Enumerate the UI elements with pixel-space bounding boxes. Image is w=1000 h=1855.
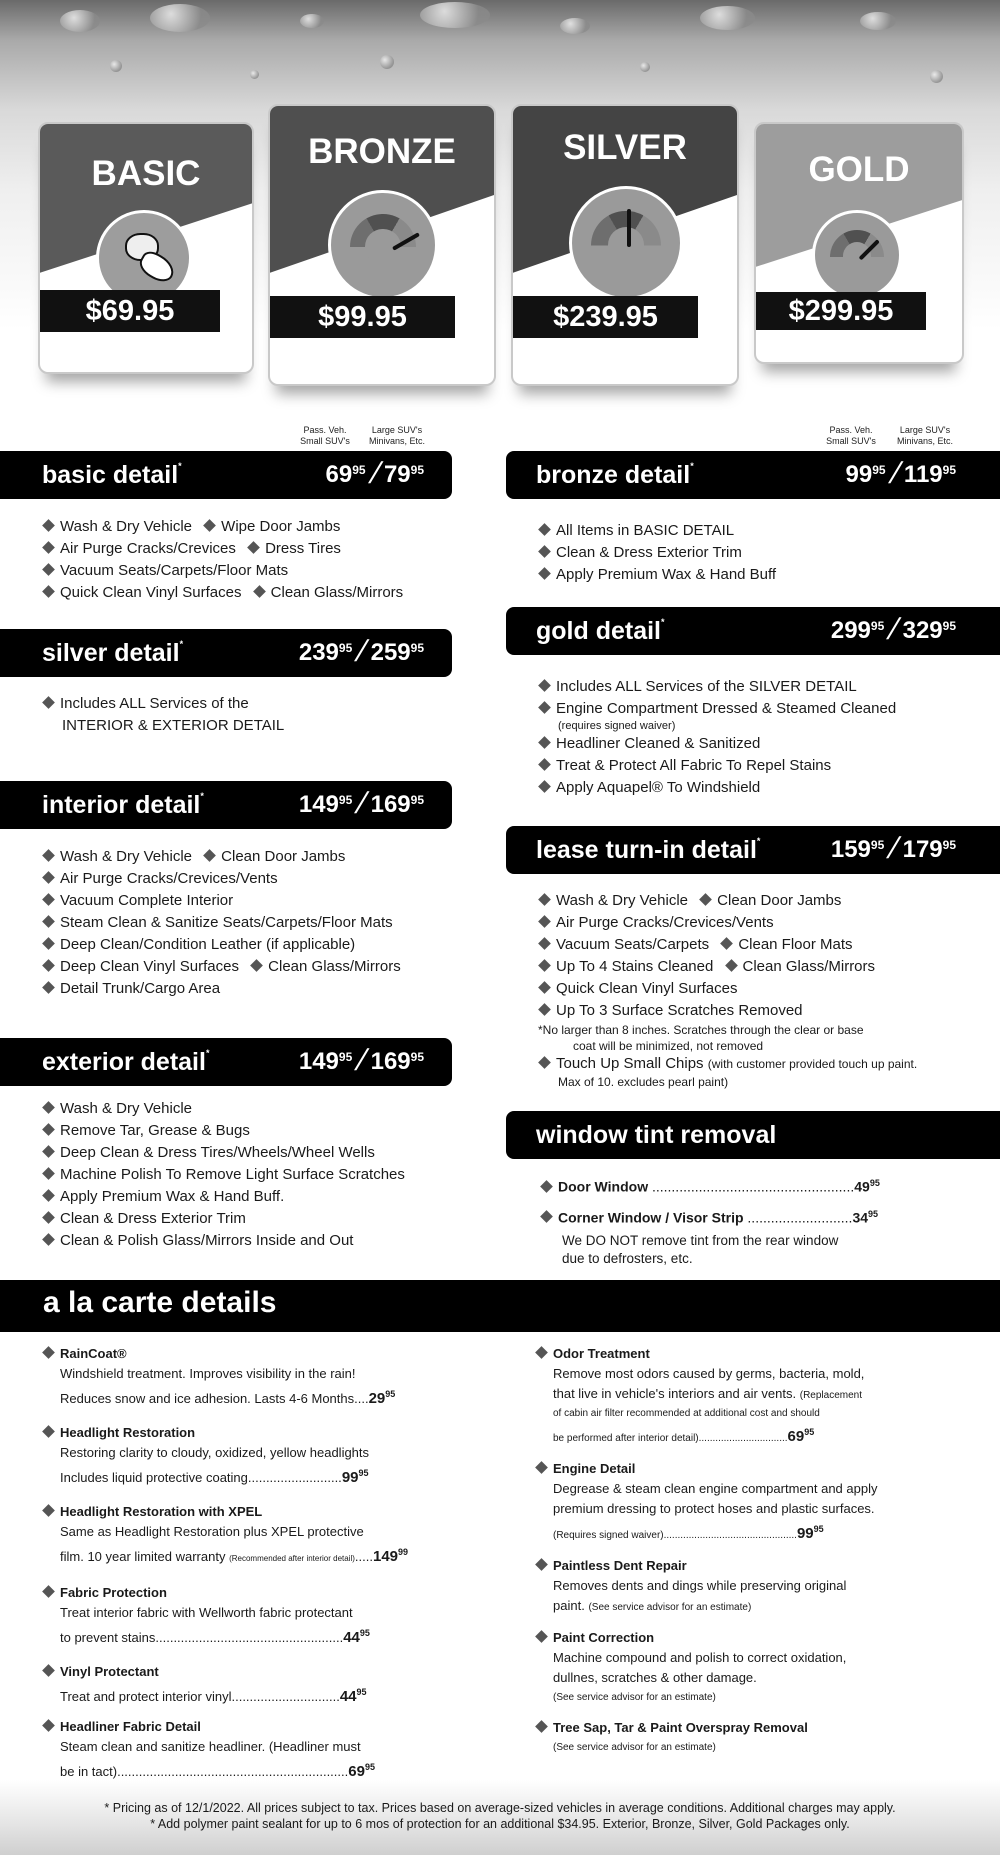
list-item: Engine Compartment Dressed & Steamed Cleaned (requires signed waiver) [538, 698, 896, 733]
diamond-icon [535, 1346, 548, 1359]
list-item: Vacuum Complete Interior [42, 890, 401, 912]
interior-detail-list [42, 846, 401, 1000]
package-card-basic [38, 122, 254, 374]
tint-note: due to defrosters, etc. [562, 1251, 693, 1267]
diamond-icon [538, 523, 551, 536]
package-price: $239.95 [513, 296, 698, 338]
bronze-detail-list [538, 520, 776, 586]
gold-detail-bar: gold detail* 299 $^{95}$ / 329 $^{95}$ [506, 607, 1000, 655]
col-header-pass: Pass. Veh. Small SUV's [826, 425, 876, 446]
diamond-icon [42, 519, 55, 532]
list-item: INTERIOR & EXTERIOR DETAIL [62, 717, 285, 734]
diamond-icon [538, 780, 551, 793]
diamond-icon [253, 585, 266, 598]
list-item: Apply Premium Wax & Hand Buff. [42, 1186, 405, 1208]
list-item: Remove Tar, Grease & Bugs [42, 1120, 405, 1142]
detail-price: 299 $^{95}$ / 329 $^{95}$ [830, 613, 956, 646]
list-item: Wash & Dry Vehicle Clean Door Jambs [538, 890, 917, 912]
package-title: BRONZE [308, 132, 456, 171]
diamond-icon [42, 1585, 55, 1598]
package-card-gold [754, 122, 964, 364]
diamond-icon [42, 1101, 55, 1114]
list-item: Includes ALL Services of the SILVER DETAIL [538, 676, 896, 698]
diamond-icon [250, 959, 263, 972]
list-item: Headliner Cleaned & Sanitized [538, 733, 896, 755]
list-item: Wash & Dry Vehicle [42, 1098, 405, 1120]
alacarte-item: Paint Correction Machine compound and polish to correct oxidation, dullnes, scratches & other damage. (See service advisor for an estimate) [535, 1628, 955, 1708]
list-item: Apply Premium Wax & Hand Buff [538, 564, 776, 586]
diamond-icon [699, 893, 712, 906]
lease-detail-list [538, 890, 917, 1090]
gold-detail-list [538, 676, 896, 799]
package-title: BASIC [91, 154, 201, 193]
list-item: Clean & Polish Glass/Mirrors Inside and Out [42, 1230, 405, 1252]
diamond-icon [538, 736, 551, 749]
diamond-icon [720, 937, 733, 950]
list-item: All Items in BASIC DETAIL [538, 520, 776, 542]
list-item: Deep Clean & Dress Tires/Wheels/Wheel Wells [42, 1142, 405, 1164]
list-item: Quick Clean Vinyl Surfaces [538, 978, 917, 1000]
diamond-icon [538, 1003, 551, 1016]
diamond-icon [42, 1211, 55, 1224]
diamond-icon [535, 1630, 548, 1643]
col-header-large: Large SUV's Minivans, Etc. [896, 425, 954, 446]
package-price: $69.95 [40, 290, 220, 332]
diamond-icon [535, 1461, 548, 1474]
diamond-icon [538, 679, 551, 692]
exterior-detail-list [42, 1098, 405, 1252]
package-card-bronze [268, 104, 496, 386]
basic-detail-bar: basic detail* 69 $^{95}$ / 79 $^{95}$ [0, 451, 452, 499]
diamond-icon [538, 567, 551, 580]
interior-detail-bar: interior detail* 149 $^{95}$ / 169 $^{95}$ [0, 781, 452, 829]
diamond-icon [42, 1425, 55, 1438]
tint-list [540, 1174, 940, 1268]
diamond-icon [538, 758, 551, 771]
col-header-pass: Pass. Veh. Small SUV's [300, 425, 350, 446]
diamond-icon [42, 696, 55, 709]
diamond-icon [42, 1719, 55, 1732]
diamond-icon [42, 915, 55, 928]
footer-disclaimer [0, 1780, 1000, 1855]
detail-price: 149 $^{95}$ / 169 $^{95}$ [298, 787, 424, 820]
diamond-icon [535, 1558, 548, 1571]
diamond-icon [538, 959, 551, 972]
list-item: Wash & Dry Vehicle Clean Door Jambs [42, 846, 401, 868]
diamond-icon [203, 849, 216, 862]
alacarte-item: Paintless Dent Repair Removes dents and dings while preserving original paint. (See service advisor for an estimate) [535, 1556, 955, 1618]
diamond-icon [42, 585, 55, 598]
list-item: Touch Up Small Chips (with customer provided touch up paint. Max of 10. excludes pearl paint) [538, 1054, 917, 1090]
diamond-icon [42, 937, 55, 950]
list-item: Door Window ....................................................49$^{95}$ [540, 1174, 940, 1196]
detail-price: 149 $^{95}$ / 169 $^{95}$ [298, 1044, 424, 1077]
detail-name: interior detail [42, 790, 201, 819]
package-title: SILVER [563, 128, 687, 167]
list-item: Vacuum Seats/Carpets/Floor Mats [42, 560, 403, 582]
list-item: Air Purge Cracks/Crevices Dress Tires [42, 538, 403, 560]
list-item: Clean & Dress Exterior Trim [42, 1208, 405, 1230]
list-item: Detail Trunk/Cargo Area [42, 978, 401, 1000]
detail-name: lease turn-in detail [536, 835, 757, 864]
lease-detail-bar: lease turn-in detail* 159 $^{95}$ / 179 $^{95}$ [506, 826, 1000, 874]
speedometer-icon [328, 190, 438, 300]
silver-detail-list [42, 693, 284, 737]
alacarte-item: Odor Treatment Remove most odors caused by germs, bacteria, mold, that live in vehicle's interiors and air vents. (Replacement of cabin air filter recommended at additional cost and should be performed after interior detail)................................69$^{95}$ [535, 1344, 955, 1449]
diamond-icon [725, 959, 738, 972]
package-price: $299.95 [756, 292, 926, 330]
list-item: Corner Window / Visor Strip ...........................34$^{95}$ [540, 1205, 940, 1227]
list-item: Machine Polish To Remove Light Surface Scratches [42, 1164, 405, 1186]
list-item: Apply Aquapel® To Windshield [538, 777, 896, 799]
diamond-icon [540, 1180, 553, 1193]
alacarte-right [535, 1344, 955, 1758]
diamond-icon [42, 1504, 55, 1517]
list-item: Steam Clean & Sanitize Seats/Carpets/Floor Mats [42, 912, 401, 934]
basic-detail-list [42, 516, 403, 604]
list-item: Air Purge Cracks/Crevices/Vents [538, 912, 917, 934]
diamond-icon [42, 1346, 55, 1359]
speedometer-icon [569, 186, 683, 300]
list-item: Wash & Dry Vehicle Wipe Door Jambs [42, 516, 403, 538]
diamond-icon [42, 563, 55, 576]
footer-line: * Pricing as of 12/1/2022. All prices subject to tax. Prices based on average-sized vehicles in average conditions. Additional charges may apply. [104, 1801, 896, 1815]
diamond-icon [538, 981, 551, 994]
alacarte-item: Engine Detail Degrease & steam clean engine compartment and apply premium dressing to protect hoses and plastic surfaces. (Requires signed waiver)................................................99$^{95}$ [535, 1459, 955, 1546]
diamond-icon [42, 1167, 55, 1180]
diamond-icon [247, 541, 260, 554]
diamond-icon [42, 871, 55, 884]
diamond-icon [42, 1664, 55, 1677]
exterior-detail-bar: exterior detail* 149 $^{95}$ / 169 $^{95}$ [0, 1038, 452, 1086]
tint-title: window tint removal [536, 1120, 777, 1149]
footer-line: * Add polymer paint sealant for up to 6 mos of protection for an additional $34.95. Exterior, Bronze, Silver, Gold Packages only. [150, 1817, 850, 1831]
list-item: Includes ALL Services of the [42, 693, 284, 715]
list-item: Deep Clean Vinyl Surfaces Clean Glass/Mirrors [42, 956, 401, 978]
detail-price: 99 $^{95}$ / 119 $^{95}$ [845, 457, 956, 490]
window-tint-bar [506, 1111, 1000, 1159]
diamond-icon [42, 959, 55, 972]
alacarte-item: Headliner Fabric Detail Steam clean and sanitize headliner. (Headliner must be in tact)................................................................69$^{95}$ [42, 1717, 432, 1782]
detail-name: silver detail [42, 638, 180, 667]
diamond-icon [42, 981, 55, 994]
alacarte-item: Fabric Protection Treat interior fabric with Wellworth fabric protectant to prevent stains....................................................44$^{95}$ [42, 1583, 432, 1648]
diamond-icon [538, 545, 551, 558]
col-header-large: Large SUV's Minivans, Etc. [368, 425, 426, 446]
diamond-icon [540, 1210, 553, 1223]
detail-price: 69 $^{95}$ / 79 $^{95}$ [325, 457, 424, 490]
diamond-icon [42, 541, 55, 554]
detail-name: gold detail [536, 616, 661, 645]
detail-price: 159 $^{95}$ / 179 $^{95}$ [830, 832, 956, 865]
diamond-icon [535, 1720, 548, 1733]
alacarte-title: a la carte details [0, 1280, 1000, 1332]
silver-detail-bar: silver detail* 239 $^{95}$ / 259 $^{95}$ [0, 629, 452, 677]
diamond-icon [42, 1233, 55, 1246]
diamond-icon [538, 1056, 551, 1069]
diamond-icon [42, 849, 55, 862]
package-card-silver [511, 104, 739, 386]
diamond-icon [42, 893, 55, 906]
detail-price: 239 $^{95}$ / 259 $^{95}$ [298, 635, 424, 668]
detail-name: basic detail [42, 460, 179, 489]
list-item: Treat & Protect All Fabric To Repel Stains [538, 755, 896, 777]
list-item: Up To 4 Stains Cleaned Clean Glass/Mirrors [538, 956, 917, 978]
detail-name: bronze detail [536, 460, 691, 489]
diamond-icon [538, 701, 551, 714]
tint-note: We DO NOT remove tint from the rear window [562, 1233, 839, 1249]
diamond-icon [538, 893, 551, 906]
list-item: Up To 3 Surface Scratches Removed *No larger than 8 inches. Scratches through the clear or base coat will be minimized, not removed [538, 1002, 864, 1053]
speedometer-icon [812, 210, 902, 300]
diamond-icon [203, 519, 216, 532]
diamond-icon [538, 937, 551, 950]
bronze-detail-bar: bronze detail* 99 $^{95}$ / 119 $^{95}$ [506, 451, 1000, 499]
list-item: Quick Clean Vinyl Surfaces Clean Glass/Mirrors [42, 582, 403, 604]
package-title: GOLD [808, 150, 910, 189]
list-item: Deep Clean/Condition Leather (if applicable) [42, 934, 401, 956]
diamond-icon [42, 1145, 55, 1158]
alacarte-item: Tree Sap, Tar & Paint Overspray Removal (See service advisor for an estimate) [535, 1718, 955, 1758]
list-item: Clean & Dress Exterior Trim [538, 542, 776, 564]
list-item: Vacuum Seats/Carpets Clean Floor Mats [538, 934, 917, 956]
list-item: Air Purge Cracks/Crevices/Vents [42, 868, 401, 890]
alacarte-item: Headlight Restoration Restoring clarity to cloudy, oxidized, yellow headlights Includes liquid protective coating..........................99$^{95}$ [42, 1423, 432, 1488]
alacarte-left [42, 1344, 432, 1782]
detail-name: exterior detail [42, 1047, 206, 1076]
diamond-icon [42, 1123, 55, 1136]
diamond-icon [538, 915, 551, 928]
alacarte-item: Vinyl Protectant Treat and protect interior vinyl..............................44$^{95}$ [42, 1662, 432, 1707]
alacarte-item: RainCoat® Windshield treatment. Improves visibility in the rain! Reduces snow and ice adhesion. Lasts 4-6 Months....29$^{95}$ [42, 1344, 432, 1409]
diamond-icon [42, 1189, 55, 1202]
package-price: $99.95 [270, 296, 455, 338]
alacarte-item: Headlight Restoration with XPEL Same as Headlight Restoration plus XPEL protective film. 10 year limited warranty (Recommended after interior detail).....149$^{99}$ [42, 1502, 462, 1569]
